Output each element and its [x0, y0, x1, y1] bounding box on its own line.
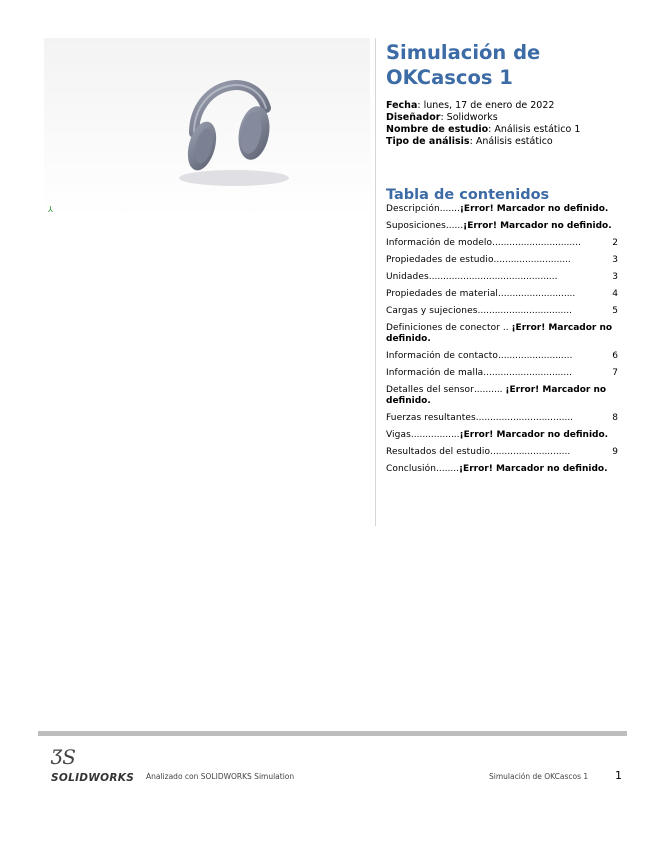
toc-entry[interactable]: [386, 238, 618, 249]
headphones-model-image: [44, 38, 370, 218]
toc-entry-error: ¡Error! Marcador no definido.: [386, 323, 613, 344]
toc-entry-page: 3: [612, 255, 618, 265]
toc-entry-label: Fuerzas resultantes: [386, 413, 476, 423]
column-divider: [375, 38, 376, 526]
toc-entry[interactable]: [386, 368, 618, 379]
toc-entry-dots: ...........................: [498, 289, 576, 299]
toc-entry-dots: ............................: [490, 447, 571, 457]
toc-entry-page: 6: [612, 351, 618, 361]
footer-rule: [38, 731, 627, 736]
toc-entry-label: Información de contacto: [386, 351, 498, 361]
meta-row-study-name: Nombre de estudio: Análisis estático 1: [386, 124, 581, 135]
toc-entry-label: Resultados del estudio: [386, 447, 491, 457]
toc-entry-dots: ...............................: [492, 238, 581, 248]
toc-entry-page: 7: [612, 368, 618, 378]
toc-entry-dots: .......: [439, 204, 460, 214]
toc-entry-label: Información de modelo: [386, 238, 493, 248]
toc-entry-page: 2: [612, 238, 618, 248]
toc-entry-error: ¡Error! Marcador no definido.: [386, 385, 607, 406]
toc-entry[interactable]: [386, 204, 618, 215]
toc-entry-error: ¡Error! Marcador no definido.: [463, 221, 612, 231]
toc-entry-label: Cargas y sujeciones: [386, 306, 478, 316]
solidworks-logo-text: SOLIDWORKS: [51, 772, 135, 784]
svg-text:ƷS: ƷS: [51, 745, 76, 769]
toc-entry[interactable]: [386, 430, 618, 441]
toc-entry-page: 8: [612, 413, 618, 423]
toc-entry-label: Definiciones de conector: [386, 323, 500, 333]
toc-entry-page: 4: [612, 289, 618, 299]
toc-entry[interactable]: [386, 306, 618, 317]
meta-row-analysis-type: Tipo de análisis: Análisis estático: [386, 136, 553, 147]
toc-entry-dots: ...........................: [493, 255, 571, 265]
toc-entry[interactable]: [386, 413, 618, 424]
model-preview-image: [44, 38, 370, 218]
toc-entry-error: ¡Error! Marcador no definido.: [459, 204, 609, 214]
toc-entry-label: Vigas: [386, 430, 411, 440]
toc-entry-dots: .................................: [477, 306, 572, 316]
toc-entry[interactable]: [386, 385, 618, 407]
toc-entry-label: Suposiciones: [386, 221, 446, 231]
toc-entry-label: Propiedades de material: [386, 289, 499, 299]
toc-entry-error: ¡Error! Marcador no definido.: [458, 464, 608, 474]
toc-entry[interactable]: [386, 447, 618, 458]
toc-entry-label: Descripción: [386, 204, 440, 214]
toc-entry[interactable]: [386, 351, 618, 362]
meta-row-designer: Diseñador: Solidworks: [386, 112, 498, 123]
toc-entry[interactable]: [386, 255, 618, 266]
axis-triad-icon: ⅄: [48, 205, 53, 214]
toc-entry-error: ¡Error! Marcador no definido.: [459, 430, 609, 440]
footer-analyzed-with: Analizado con SOLIDWORKS Simulation: [146, 772, 295, 781]
table-of-contents: [386, 204, 618, 481]
solidworks-logo-icon: [51, 744, 76, 770]
page-number: 1: [615, 769, 622, 782]
toc-entry[interactable]: [386, 272, 618, 283]
toc-entry-label: Información de malla: [386, 368, 484, 378]
meta-row-date: Fecha: lunes, 17 de enero de 2022: [386, 100, 555, 111]
toc-entry-label: Unidades: [386, 272, 429, 282]
toc-entry-page: 5: [612, 306, 618, 316]
toc-entry-page: 3: [612, 272, 618, 282]
toc-entry[interactable]: [386, 464, 618, 475]
toc-entry-dots: ...............................: [483, 368, 572, 378]
footer-document-title: Simulación de OKCascos 1: [489, 772, 589, 781]
toc-entry-dots: ..................................: [475, 413, 574, 423]
report-title: Simulación de OKCascos 1: [386, 41, 541, 89]
report-metadata: [386, 100, 580, 148]
toc-entry-dots: .................: [410, 430, 460, 440]
toc-entry-dots: ......: [445, 221, 464, 231]
toc-entry-dots: ..........................: [497, 351, 573, 361]
toc-entry-dots: ........: [436, 464, 459, 474]
toc-entry-label: Propiedades de estudio: [386, 255, 494, 265]
toc-entry[interactable]: [386, 323, 618, 345]
toc-entry-dots: ..........: [473, 385, 506, 395]
toc-entry-label: Conclusión: [386, 464, 437, 474]
toc-entry-page: 9: [612, 447, 618, 457]
toc-entry-dots: .............................................: [428, 272, 558, 282]
toc-entry-label: Detalles del sensor: [386, 385, 474, 395]
toc-entry-dots: ..: [499, 323, 512, 333]
toc-title: Tabla de contenidos: [386, 187, 550, 203]
toc-entry[interactable]: [386, 221, 618, 232]
toc-entry[interactable]: [386, 289, 618, 300]
